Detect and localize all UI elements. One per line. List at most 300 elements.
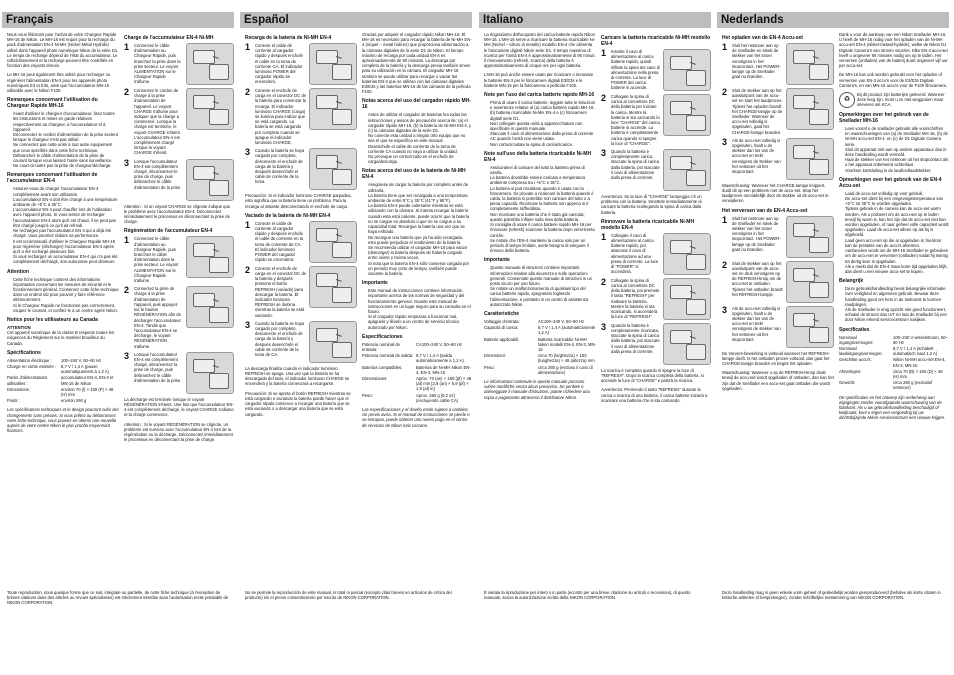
language-tab: Italiano: [479, 12, 711, 28]
charger-illustration: [309, 43, 357, 85]
charger-illustration: [663, 149, 711, 191]
charger-illustration: [786, 216, 834, 258]
step-figure: [309, 88, 357, 145]
battery-pack: [809, 109, 829, 125]
bullet-item: • L'accumulateur EN-4 peut chauffer lors de l'utilisation avec l'appareil photo. Si vous tentez de recharger l'accumulateur EN-4 alors qu'il est chaud, il ne peut pas être chargé jusqu'à ce qu'il ait refroidi.: [13, 207, 119, 228]
spec-label: Nominaal laaduitgangsvermogen:: [839, 345, 883, 357]
step-figure: [186, 159, 234, 201]
bullet-item: • La batteria si può riscaldare quando è usata con la fotocamera. Se provate a ricaricare la batteria quando è calda, la batteria si potrebbe non caricare del tutto o a piena capacità. Ricaricate la batteria non appena si è completamente raffreddata.: [490, 186, 596, 212]
section-heading: Notas acerca del uso de la batería de Ni-MH EN-4: [362, 168, 466, 181]
section-heading: Vaciado de la batería de Ni-MH EN-4: [245, 212, 331, 219]
step-text: Sluit het netsnoer aan op de Snellader en steek de stekker van het snoer vervolgens in het stopcontact. Het POWER-lampje op de Snellader gaat nu branden.: [732, 215, 781, 252]
intro-text: Dank u voor de aankoop van een Nikon Snellader MH-16. U heeft de MH-16 nodig voor het opladen van de Ni-MH accu-set EN-4 (nikkel-metaal-hydride), welke de Nikon D1 Digitale Camera's van stroom voorziet. Elke EN-4 accu-set heeft u ongeveer 90 minuten nodig om op te laden. Het verversen (ontladen) van de batterij duurt ongeveer vijf uur per accu-set.: [839, 32, 948, 69]
spec-table: [362, 342, 472, 403]
step-figure: [786, 43, 834, 85]
bullet-list: [484, 265, 596, 307]
bullet-item: • Si consiglia di usare il carica batterie rapido MH-16 per rinnovare (refresh) scaricare la batteria dopo venti-trenta cariche.: [490, 222, 596, 238]
spec-note: De specificaties en het ontwerp zijn onderhevig aan wijzigingen zonder voorafgaande waarschuwing van de fabrikant. Als u uw gebruikshandleiding beschadigd of kwijtraakt, kunt u tegen een vergoeding bij uw dichtstbijzijnde Nikon-servicecentrum een nieuwe krijgen.: [839, 394, 946, 421]
bullet-item: • L'accumulateur EN-4 doit être chargé à une température ambiante de +5°C à 35°C.: [13, 197, 119, 207]
charger-illustration: [786, 306, 834, 348]
step-number: 2: [722, 87, 728, 97]
section-heading: Especificaciones: [362, 333, 403, 340]
battery-pack: [332, 109, 352, 125]
step-figure: [186, 88, 234, 156]
step-figure: [186, 352, 234, 394]
section-heading: Recarga de la batería de Ni-MH EN-4: [245, 35, 332, 41]
bullet-list: [839, 286, 949, 322]
procedure-step: [245, 43, 357, 85]
spec-value: circa 70 (larghezza) × 150 (lunghezza) × 48 (altezza) mm: [538, 353, 595, 364]
step-number: 3: [722, 136, 728, 147]
note-text: La descarga finaliza cuando el indicador luminoso REFRESH se apaga. Una vez que la batería se ha descargado del todo, el indicador luminoso CHARGE se encenderá y la batería comenzará a recargarse.: [245, 365, 350, 387]
right-column: [362, 32, 472, 577]
step-number: 2: [722, 259, 728, 270]
intro-text: Nous vous félicitons pour l'achat de votre Chargeur Rapide MH-16 de Nikon. Le MH-16 est requis pour la recharge du pack d'alimentation EN-4 Ni-MH (Nickel Métal Hydride) utilisé dans l'appareil photo numérique Nikon de la série D1. Le temps de recharge dépend de l'état du accumulateur. Le rafraîchissement et la recharge peuvent être contrôlés en fonction des voyants témoin.: [7, 32, 119, 69]
spec-value: environ 70 (l) × 150 (P) × 48 (H) mm: [61, 386, 114, 397]
charger-illustration: [309, 221, 357, 263]
bullet-item: • Lees vooraf u de snellader gebruikt alle voorschriften en waarschuwingen van (a) de Snellader MH-16, (b) de Ni-MH accu-set EN-4, en (c) de D1 Digitale Camera serie.: [845, 126, 949, 147]
bullet-item: • Tijdens gebruik in de camera kan de accu-set warm worden. Als u probeert om de accu-set op te laden terwijl hij warm is, kan het zijn dat de accu-set niet kan worden opgeladen, of naar geheel volle capaciteit wordt opgeladen. Laad de accu-set alleen op als hij is afgekoeld.: [845, 206, 949, 237]
charger-unit: [670, 156, 692, 170]
spec-label: Poids :: [7, 398, 20, 404]
battery-pack: [809, 159, 829, 175]
step-figure: [786, 261, 834, 303]
step-number: 1: [124, 42, 130, 52]
bullet-item: • Als u merkt dat de EN-4 maar korte tijd opgeladen blijft, dan dient u een nieuwe accu-set te kopen.: [845, 264, 949, 274]
charger-unit: [670, 56, 692, 70]
section-heading: Importante: [484, 257, 510, 264]
charger-unit: [193, 95, 215, 109]
bullet-list: [484, 100, 596, 147]
procedure-step: [124, 159, 234, 201]
step-figure: [786, 138, 834, 180]
spec-label: Peso:: [484, 364, 495, 370]
step-figure: [309, 321, 357, 363]
step-text: Conecte el cable de corriente al cargador rápido y después enchufe el cable de corriente en la toma de corriente de CA. El indicador luminoso POWER del cargador rápido se encenderá.: [255, 220, 303, 263]
canada-attention: ATTENTION: [7, 324, 31, 330]
spec-label: Peso:: [362, 392, 373, 398]
intro-text: Gracias por adquirir el cargador rápido Nikon MH-16. El MH-16 es necesario para recargar la batería de Ni-MH EN-4 (níquel – metal hidruro) que proporciona alimentación a la cámaras digitales de la serie D1 de Nikon. El tiempo máximo de recarga por cada unidad EN-4 es aproximadamente de 90 minutos. La descarga por completo de la batería y la descarga previa también sirven para su utilización en la cámara. El cargador MH-16 también se puede utilizar para recargar o vaciar las baterías EN-3 que se utilizan con las cámaras digitales E3/E3s y las baterías MN-15 de las cámaras de la película F100.: [362, 32, 472, 95]
bullet-item: • Ne connectez pas cette unité à tout autre équipement que ceux spécifiés dans cette fiche technique.: [13, 142, 119, 152]
bullet-item: • Assurez-vous de charger l'accumulateur EN-4 complètement avant son utilisation.: [13, 186, 119, 196]
spec-label: Capacità di carica:: [484, 325, 519, 331]
spec-value: 100–240 V wisselstroom, 50–60 Hz: [893, 334, 948, 345]
spec-value: 8,7 V / 1,4 A (schakelt automatisch naar 1,2 A): [893, 345, 938, 357]
charger-illustration: [186, 236, 234, 278]
step-text: Lorsque l'accumulateur EN-4 est complètement chargé, déconnectez la prise de charge, puis débranchez le câble d'alimentation de la prise.: [134, 351, 182, 383]
procedure-step: [124, 286, 234, 348]
step-number: 2: [245, 87, 251, 97]
step-number: 2: [601, 93, 607, 103]
language-tab: Français: [2, 12, 234, 28]
recycle-box: [839, 92, 949, 108]
charger-illustration: [309, 148, 357, 190]
procedure-step: [601, 149, 711, 191]
battery-pack: [332, 242, 352, 258]
procedure-step: [601, 94, 711, 146]
right-column: [839, 32, 949, 577]
charger-unit: [793, 50, 815, 64]
bullet-item: • Voorkom kortsluiting in de laad/ontlaadstekker.: [845, 168, 949, 173]
section-heading: Remarques concernant l'utilisation du Chargeur Rapide MH-16: [7, 97, 98, 110]
bullet-item: • Avant d'utiliser le chargeur d'accumulateur, lisez toutes les instructions et mises en garde relatives respectivement au chargeur, à l'accumulateur et à l'appareil.: [13, 111, 119, 132]
battery-pack: [686, 170, 706, 186]
left-column: [245, 32, 357, 577]
page-1: [238, 0, 476, 675]
step-number: 1: [722, 42, 728, 52]
step-number: 1: [245, 219, 251, 230]
bullet-list: [839, 191, 949, 274]
step-text: Connectez le cordon de charge à la prise d'alimentation de l'appareil. Le voyant CHARGE s'allume pour indiquer que la charge a commencé. Lorsque la charge est terminée, le voyant CHARGE s'éteint. L'accumulateur EN-4 est complètement chargé lorsque le voyant CHARGE s'éteint.: [134, 88, 181, 156]
step-figure: [663, 149, 711, 191]
bullet-item: • Antes de utilizar el cargador de baterías lea todas las instrucciones y avisos de precaución acerca de: (a) el cargador rápido MH-16, (b) la batería de Ni-MH EN-4, y (c) la cámaras digitales de la serie D1.: [368, 112, 472, 133]
intro-text: De MH-16 kan ook worden gebruikt voor het opladen of verversen van EN-3 accu's voor de E3/E3s Digitale Camera's, en van MN-15 accu's voor de F100 filmcamera.: [839, 72, 947, 88]
bullet-item: • Se recomienda utilizar el cargador MH-16 para vaciar (descargar) la batería después de haberla cargado entre veinte y treinta veces.: [368, 245, 472, 261]
spec-value: circa 260 g (escluso il cavo di alimentazione): [538, 364, 593, 375]
bullet-item: • Non collegate questa unità a apparecchiature non specificate in questo manuale.: [490, 121, 596, 131]
note-text: La scarica è completa quando si spegne la luce di "REFRESH". Dopo la scarica completa della batteria, si accende la luce di "CHARGE" e partirà la ricarica.: [601, 367, 704, 384]
spec-label: Voltaggio d'entrata:: [484, 318, 520, 324]
step-text: Inserite il cavo di alimentazione al carica batterie rapido, quindi infilate la spina del cavo di alimentazione nella presa di corrente. La luce di POWER del carica batterie si accende.: [611, 49, 660, 91]
step-text: Collegate il cavo di alimentazione al carica batterie rapido, poi attaccate il cavo di alimentazione ad una presa di corrente. La luce di "POWER" si accenderà.: [611, 232, 659, 275]
battery-pack: [809, 64, 829, 80]
step-figure: [309, 266, 357, 318]
charger-illustration: [186, 88, 234, 130]
charger-illustration: [309, 88, 357, 130]
charger-illustration: [309, 321, 357, 363]
warning-text: Attention : Si un voyant CHARGE se clignote indique que le problème avec l'accumulateur EN-4. Déconnectez immédiatement le processus en déconnectant la prise de charge.: [124, 203, 231, 225]
step-figure: [663, 323, 711, 365]
step-figure: [786, 306, 834, 348]
step-text: Lorsque l'accumulateur EN-4 est complètement chargé, déconnectez-le prise de charge, puis débranchez le câble d'alimentation de la prise.: [134, 158, 182, 190]
bullet-item: • Assicuratevi di caricare del tutto la batteria prima di usarla.: [490, 165, 596, 175]
battery-pack: [332, 342, 352, 358]
procedure-step: [722, 43, 834, 85]
spec-label: Potencia nominal de entrada:: [362, 341, 400, 352]
procedure-step: [722, 88, 834, 135]
step-text: Sluit het netsnoer aan op de Snellader en steek de stekker van het snoer vervolgens in het stopcontact. Het POWER-lampje op de Snellader gaat nu branden.: [732, 43, 781, 80]
battery-pack: [332, 64, 352, 80]
bullet-list: [839, 126, 949, 173]
section-heading: Opmerkingen over het gebruik van de Snellader MH-16: [839, 112, 929, 125]
spec-value: circa 70 (B) × 150 (D) × 48 (H) mm: [893, 368, 943, 379]
procedure-step: [601, 278, 711, 320]
step-text: Connectez la prise de charge à la prise d'alimentation de l'appareil, puis appuyez sur le bouton RÉGÉNÉRATION afin de décharger l'accumulateur EN-4. Tandis que l'accumulateur EN-4 se décharge, le voyant RÉGÉNÉRATION s'allume.: [134, 286, 181, 349]
battery-pack: [332, 287, 352, 303]
warning-text: Avvertenza: Premendo il tasto "REFRESH" durante la carica o scarica di una batteria, il carica batterie inizierà a scaricare una batteria che si sta caricando.: [601, 387, 708, 403]
procedure-step: [601, 49, 711, 91]
step-text: Als de accu-set volledig is opgeladen, haalt u de stekker dan los van de accu-set en trekt vervolgens de stekker van het netsnoer uit het stopcontact.: [732, 137, 781, 175]
section-heading: Charge de l'accumulateur EN-4 Ni-MH: [124, 35, 214, 41]
left-column: [7, 32, 119, 577]
footer-text: Toute reproduction, sous quelque forme que ce soit, intégrale ou partielle, de cette fiche technique (à l'exception de brèves citations dans des articles ou revues spécialisées) est strictement interdite sans l'autorisation écrite préalable de NIKON CORPORATION.: [7, 590, 229, 606]
bullet-list: [7, 111, 119, 168]
intro-text: L'MH-16 può anche essere usato per ricaricare o rinnovare le batterie EN-3 per le fotocamere digitali E3/E3s e le batterie MN-15 per la fotocamera a pellicola F100.: [484, 72, 594, 88]
procedure-step: [245, 148, 357, 190]
recycle-icon: ♻: [839, 92, 855, 108]
step-number: 3: [124, 157, 130, 168]
bullet-item: • Laad geen accu-set op die al opgeladen is; hierdoor kan de prestatie van de accu's afnemen.: [845, 238, 949, 248]
procedure-step: [601, 233, 711, 275]
charger-unit: [193, 50, 215, 64]
step-figure: [663, 94, 711, 146]
spec-value: accumulateur EN-4, EN-3 et MN-15 de Nikon: [61, 375, 114, 386]
section-heading: Note sull'uso della batteria ricaricabile Ni-MH EN-4: [484, 150, 592, 163]
battery-pack: [809, 327, 829, 343]
bullet-item: • Non cortocircuitate la spina di carica/scarica.: [490, 142, 596, 147]
bullet-item: • No provoque un cortocircuito en el enchufe de carga/descarga.: [368, 154, 472, 164]
spec-value: Aprox. 70 (an) × 150 (pf) × 48 (al) mm [2,8 (an) × 5,9 (pf) × 1,9 (al) in]: [416, 375, 472, 392]
bullet-item: • Prima di usare il carica batterie, leggete tutte le istruzioni e avvertenze relative al (a) carica batterie rapido MH-16, (b) batteria ricaricabile Ni-MH EN-4 e (c) fotocamere digitali serie D1.: [490, 100, 596, 121]
procedure-step: [245, 321, 357, 363]
spec-value: 8,7 V / 1,4 A (pause automatiquement à 1,2 A): [61, 363, 109, 375]
bullet-item: • Asegúrese de cargar la batería por completo antes de utilizarla.: [368, 182, 472, 192]
step-number: 3: [245, 319, 251, 330]
spec-value: Nikon Ni-MH accu-set EN-4, EN-3, MN-15: [893, 357, 946, 368]
procedure-step: [601, 323, 711, 365]
spec-label: Nominaal ingangsvermogen:: [839, 334, 874, 345]
spec-label: Dimensioni:: [484, 353, 506, 359]
intro-text: Le MH-16 peut également être utilisé pour recharger ou régénérer l'alimentation EN-3 pour les appareils photo numériques E3 et E3s, ainsi que l'accumulateur MN-15 utilisable avec le Nikon F100.: [7, 72, 111, 94]
spec-value: Aprox. 260 g [9,2 oz] (excluyendo cable CA): [416, 392, 459, 403]
battery-pack: [686, 254, 706, 270]
spec-label: Packs d'alimentations utilisables :: [7, 375, 48, 386]
step-number: 3: [601, 321, 607, 332]
procedure-step: [722, 306, 834, 348]
warning-text: Waarschuwing: Wanneer u op de REFRESH-knop drukt terwijl de accu-set wordt opgeladen of ontladen, dan kan het zijn dat de Snellader een accu-set gaat ontladen die wordt opgeladen.: [722, 370, 834, 391]
section-heading: Het opladen van de EN-4 Accu-set: [722, 35, 803, 41]
section-heading: Caratteristiche: [484, 310, 520, 317]
left-column: [484, 32, 596, 577]
battery-pack: [209, 257, 229, 273]
language-tab: Español: [240, 12, 472, 28]
step-number: 1: [601, 48, 607, 58]
charger-illustration: [663, 278, 711, 320]
step-text: Quando la batteria è completamente ricaricata, staccate la spina di carica dalla batteria, poi staccate il cavo di alimentazione dalla presa di corrente.: [611, 322, 660, 354]
battery-pack: [209, 180, 229, 196]
step-figure: [309, 43, 357, 85]
step-text: Collegate la spina di carica al connettore DC della batteria, poi premete il tasto "REFRESH" per riattivare la batteria. Mentre la batteria si sta scaricando, si accenderà la luce di "REFRESH".: [611, 277, 660, 320]
procedure-step: [124, 236, 234, 283]
bullet-item: • La batería EN-4 puede calentarse mientras se está utilizando con la cámara. Si intenta recargar la batería cuando esta está caliente, puede ocurrir que la batería no se cargue en absoluto o que no se cargue a su capacidad total. Recargue la batería una vez que se haya enfriado.: [368, 203, 472, 234]
step-number: 2: [124, 285, 130, 296]
battery-pack: [809, 282, 829, 298]
left-column: [722, 32, 834, 577]
spec-label: Geschikte accu's:: [839, 357, 872, 363]
bullet-item: • Se notate che l'EN-4 mantiene la carica solo per un periodo di tempo limitato, avete bisogno di eseguire il rinnovo della batteria.: [490, 238, 596, 254]
charger-illustration: [786, 138, 834, 180]
bullet-list: [7, 277, 119, 313]
step-number: 1: [124, 235, 130, 246]
charger-illustration: [786, 261, 834, 303]
bullet-item: • Ne court-circuitez pas la prise de chargeur/décharge.: [13, 163, 119, 168]
procedure-step: [124, 88, 234, 156]
step-text: Conecte el enchufe de carga en el conector DC de la batería y después presione el botón REFRESH (vaciado) para descargar la batería. El indicador luminoso REFRESH se ilumina mientras la batería se está vaciando.: [255, 265, 306, 318]
bullet-list: [362, 288, 472, 330]
step-text: Sluit de stekker aan op het aansluitpunt van de accu-set en start het laadproces. Tijdens het opladen brandt het CHARGE-lampje op de Snellader. Wanneer de accu-set volledig is opgeladen, gaat het CHARGE-lampje branden.: [732, 88, 783, 135]
recycle-note: Bij dit product zijn batterijen geleverd. Wanneer deze leeg zijn, moet u ze niet weggooien maar inleveren als KCA.: [857, 92, 945, 108]
step-number: 1: [245, 42, 251, 52]
step-figure: [663, 278, 711, 320]
spec-label: Baterías compatibles:: [362, 364, 403, 370]
bullet-item: • Aanbevolen wordt om de MH-16 Snellader te gebruiken om de accu-set te verversen (ontladen) nadat hij twintig tot dertig keer is opgeladen.: [845, 248, 949, 264]
bullet-item: • Si nota que la batería EN-4 sólo conserva cargada por un periodo muy corto de tiempo, también puede vaciarse la batería.: [368, 261, 472, 277]
battery-pack: [809, 237, 829, 253]
procedure-step: [245, 88, 357, 145]
charger-illustration: [663, 323, 711, 365]
warning-text: Waarschuwing: Wanneer het CHARGE-lampje knippert, duidt dit op een probleem met de accu-set. Stop het laadproces onmiddellijk door de stekker uit de accu-set te verwijderen.: [722, 182, 829, 204]
right-column: [124, 32, 234, 577]
procedure-step: [245, 266, 357, 318]
spec-table: [484, 319, 596, 375]
section-heading: Spécifications: [7, 349, 41, 356]
charger-unit: [793, 95, 815, 109]
section-heading: Specificaties: [839, 326, 870, 333]
note-text: La décharge est terminée lorsque le voyant RÉGÉNÉRATION s'éteint. Une fois que l'accumulateur EN-4 est complètement déchargé, le voyant CHARGE s'allume et la charge commence.: [124, 396, 234, 418]
step-number: 3: [245, 147, 251, 158]
charger-illustration: [186, 43, 234, 85]
step-text: Connectez le câble d'alimentation au Chargeur Rapide, puis branchez le câble d'alimentation dans la prise secteur. Le voyant ALIMENTATION sur le Chargeur Rapide s'allume.: [134, 236, 179, 284]
bullet-item: • Laad de accu-set volledig op voor gebruik.: [845, 191, 949, 196]
charger-illustration: [186, 286, 234, 328]
bullet-item: • Si vous rechargez un accumulateur EN-4 qui n'a pas été complètement déchargé, son autonomie peut diminuer.: [13, 254, 119, 264]
step-text: Connectez le câble d'alimentation au Chargeur Rapide, puis branchez la prise dans la prise secteur. Le voyant ALIMENTATION sur le Chargeur Rapide s'allume.: [134, 43, 181, 85]
bullet-item: • Débranchez le câble d'alimentation de la prise de courant lorsque vous laissez l'unité sans surveillance.: [13, 153, 119, 163]
step-figure: [186, 286, 234, 348]
spec-value: AC100–240 V, 50–60 Hz: [538, 318, 584, 324]
footer-text: È vietata la riproduzione per intero o in parte (eccetto per una breve citazione su articoli o recensioni), di questo manuale, senza la autorizzazione scritta della NIKON CORPORATION.: [484, 590, 691, 601]
charger-illustration: [663, 233, 711, 275]
bullet-item: • Deze gebruikshandleiding bevat belangrijke informatie over veiligheid en algemeen gebruik. Bewaar deze handleiding goed om hem in de toekomst te kunnen raadplegen.: [845, 286, 949, 307]
charger-illustration: [786, 43, 834, 85]
spec-table: [839, 335, 949, 391]
battery-pack: [686, 115, 706, 131]
spec-label: Potencia nominal de salida:: [362, 353, 414, 359]
bullet-item: • Staccate il cavo di alimentazione dalla presa di corrente AC quando l'unità non viene usata.: [490, 131, 596, 141]
bullet-item: • Questo manuale di istruzioni contiene importanti informazioni relative alla sicurezza e sulle operazioni generali. Conservate questo manuale di istruzioni in un posto sicuro per uso futuro.: [490, 265, 596, 286]
bullet-list: [362, 112, 472, 164]
bullet-item: • La batería tiene que ser recargada a una temperatura ambiente de entre 5°C y 35°C (41°F y 95°F).: [368, 193, 472, 203]
battery-pack: [686, 70, 706, 86]
page-0: [0, 0, 238, 675]
page-2: [477, 0, 715, 675]
step-text: Conecte el cable de corriente al cargador rápido y después enchufe el cable en la toma de corriente CA. El indicador luminoso POWER del cargador rápido se encenderá.: [255, 43, 303, 85]
bullet-item: • Ne rechargez pas l'accumulateur EN-4 qui a déjà été chargé. Vous pourriez réduire sa performance.: [13, 228, 119, 238]
step-figure: [663, 233, 711, 275]
procedure-step: [124, 352, 234, 394]
charger-illustration: [663, 49, 711, 91]
footer-text: No se permite la reproducción de este manual, ni total ni parcial (excepto citas breves en artículos de crítica del producto) sin el previo consentimiento por escrito de NIKON CORPORATION.: [245, 590, 452, 601]
step-figure: [309, 221, 357, 263]
step-text: Cuando la batería se haya cargado por completo, desconecte el enchufe de carga de la batería y después desenchufe el cable de corriente de la toma de CA.: [255, 320, 305, 358]
section-heading: Importante: [362, 280, 388, 287]
charger-illustration: [186, 159, 234, 201]
spec-table: [7, 358, 119, 404]
procedure-step: [124, 43, 234, 85]
bullet-item: • Si el cargador rápido empezara a funcionar mal, apáguelo y llévelo a un centro de servicio técnico autorizado por Nikon.: [368, 314, 472, 330]
charger-unit: [316, 155, 338, 169]
bullet-item: • Si le Chargeur Rapide ne fonctionne pas correctement, coupez le courant, et confiez-le à un centre agréé Nikon.: [13, 303, 119, 313]
charger-unit: [316, 95, 338, 109]
charger-illustration: [309, 266, 357, 308]
step-text: Conecte el enchufe de carga en el conector DC de la batería para comenzar la recarga. El indicador luminoso CHARGE (carga) se ilumina para indicar que se está cargando. La batería se está cargando por completo cuando se apague el indicador luminoso CHARGE.: [255, 88, 306, 146]
step-number: 1: [601, 231, 607, 242]
bullet-item: • Se notate un malfunzionamento di qualsiasi tipo del carica batterie rapido, spegnetelo togliendo l'alimentazione, e portatelo in un centro di assistenza autorizzato Nikon.: [490, 286, 596, 307]
step-figure: [186, 43, 234, 85]
spec-value: CA100–240 V, 50–60 Hz: [416, 341, 462, 347]
spec-label: Afmetingen:: [839, 368, 862, 374]
step-number: 3: [722, 304, 728, 315]
spec-value: 100–240 V, 50–60 Hz: [61, 357, 102, 363]
warning-text: Attention : Si le voyant RÉGÉNÉRATION se clignote, un problème est survenu avec l'accumulateur EN-4 lors de la régénération ou la décharge. Déconnectez immédiatement le processus en déconnectant la prise de charge.: [124, 421, 233, 443]
procedure-step: [722, 216, 834, 258]
charger-unit: [193, 243, 215, 257]
spec-label: Charge en sortie estimée :: [7, 363, 57, 369]
spec-label: Dimensiones:: [362, 375, 388, 381]
language-tab: Nederlands: [717, 12, 949, 28]
battery-pack: [332, 169, 352, 185]
bullet-item: • De accu-set dient bij een omgevingstemperatuur van +5°C tot 35°C te worden opgeladen.: [845, 196, 949, 206]
spec-note: Les spécifications techniques et le design pourront subir des changements sans préavis. Si vous prêtez ou débarrassez votre fiche technique, vous pouvez en obtenir une nouvelle auprès de votre centre Nikon le plus proche moyennant finances.: [7, 407, 119, 434]
bullet-item: • Sluit dit apparaat niet aan op andere apparatuur dan in deze handleiding wordt vermeld.: [845, 147, 949, 157]
spec-label: Dimensions :: [7, 386, 32, 392]
spec-label: Gewicht:: [839, 380, 856, 386]
step-figure: [663, 49, 711, 91]
spec-note: Las especificaciones y el diseño están sujetos a cambios sin previo aviso. Si el manual de instrucciones se pierde o se estropea, puede obtener uno nuevo pago en el centro de servicios de Nikon más cercano.: [362, 406, 470, 428]
spec-label: Alimentation électrique :: [7, 357, 52, 363]
spec-value: 8,7 V / 1,4 A (salida automáticamente a 1,2 A): [416, 353, 464, 364]
warning-text: Precaución: Si se apreta el botón REFRESH mientras se está cargando o vaciando la batería puede hacer que el cargador rápido comience a recargar una batería que se está vaciando o a descargar una batería que se está cargando.: [245, 390, 351, 417]
battery-pack: [209, 307, 229, 323]
step-number: 2: [124, 87, 130, 97]
battery-pack: [209, 64, 229, 80]
section-heading: Notice pour les utilisateurs au Canada: [7, 316, 98, 323]
section-heading: Caricare la batteria ricaricabile Ni-MH modello EN-4: [601, 35, 711, 47]
step-figure: [309, 148, 357, 190]
battery-pack: [686, 299, 706, 315]
section-heading: Notas acerca del uso del cargador rápido MH-16: [362, 98, 471, 111]
bullet-item: • Il est recommandé d'utiliser le Chargeur Rapide MH-16 pour régénérer (décharger) l'accumulateur EN-4 après qu'il a été rechargé plusieurs fois.: [13, 239, 119, 255]
footer-text: Deze handleiding mag in geen enkele vorm geheel of gedeeltelijk worden gereproduceerd (behalve als korte citaten in kritische artikelen of besprekingen), zonder schriftelijke toestemming van NIKON CORPORATION.: [722, 590, 941, 601]
section-heading: Note per l'uso del carica batterie rapido MH-16: [484, 92, 595, 99]
section-heading: Rinnovare la batteria ricaricabile Ni-MH modello EN-4: [601, 218, 695, 231]
step-number: 2: [245, 264, 251, 275]
procedure-step: [245, 221, 357, 263]
step-number: 3: [601, 148, 607, 159]
spec-value: circa 260 g (exclusief netsnoer): [893, 380, 933, 391]
bullet-item: • No recargue una batería que ya ha sido recargada, esto puede perjudicar el rendimiento de la batería.: [368, 235, 472, 245]
spec-value: Baterías de Ni-MH Nikon EN-4, EN-3, MN-15: [416, 364, 471, 375]
note-text: De Ververs-bewerking is voltooid wanneer het REFRESH-lampje dooft. Is het ontladen proces voltooid, dan gaat het CHARGE-lampje branden en begint het opladen.: [722, 350, 830, 367]
bullet-list: [362, 182, 472, 276]
intro-text: La ringraziamo dell'acquisto del carica-batterie rapido Nikon MH-16. L'MH-16 serve a ricaricare la batteria ricaricabile Ni-MH (Nichel – Idruro di metallo) modello EN-4 che alimenta le fotocamere digitali Nikon serie D1. Il tempo massimo di ricarica per l'unità EN-4 è approssimativamente di 90 minuti. Il rinnovamento (refresh, scarica) della batteria è approssimativamente di cinque ore per ogni batteria.: [484, 32, 596, 69]
step-text: Als de accu-set volledig is opgeladen, haalt u de stekker dan los van de accu-set en trekt vervolgens de stekker van het netsnoer uit het stopcontact.: [732, 305, 781, 342]
bullet-item: • La batteria dovrebbe essere caricata a temperatura ambiente compresa tra i +5°C e 35°C.: [490, 175, 596, 185]
spec-label: Batterie applicabili:: [484, 336, 520, 342]
step-text: Sluit de stekker aan op het aansluitpunt van de accu-set en druk vervolgens op de REFRESH-knop om de accu-set te ontladen. Tijdens het ontladen brandt het REFRESH-lampje.: [732, 260, 783, 297]
section-heading: Régénération de l'accumulateur EN-4: [124, 228, 213, 235]
warning-text: Avvertenza: Se la luce di "CHARGE" lampeggia c'è un problema con la batteria. Smettete immediatamente di caricare la batteria scollegando la spina di carica dalla batteria.: [601, 194, 702, 215]
spec-note: Le informazioni contenute in questo manuale possono subire modifiche senza alcun preavviso. Se perdete o danneggiate il manuale d'istruzioni, potete richiedere una copia a pagamento attraverso il distributore Nikon.: [484, 378, 590, 400]
step-figure: [186, 236, 234, 283]
battery-pack: [686, 344, 706, 360]
spec-value: environ 260 g: [61, 398, 87, 404]
step-number: 2: [601, 276, 607, 287]
bullet-item: • Déconnectez le cordon d'alimentation de la prise secteur lorsque le chargeur n'est pas utilisé.: [13, 132, 119, 142]
step-number: 3: [124, 350, 130, 361]
charger-illustration: [186, 352, 234, 394]
page-3: [715, 0, 953, 675]
